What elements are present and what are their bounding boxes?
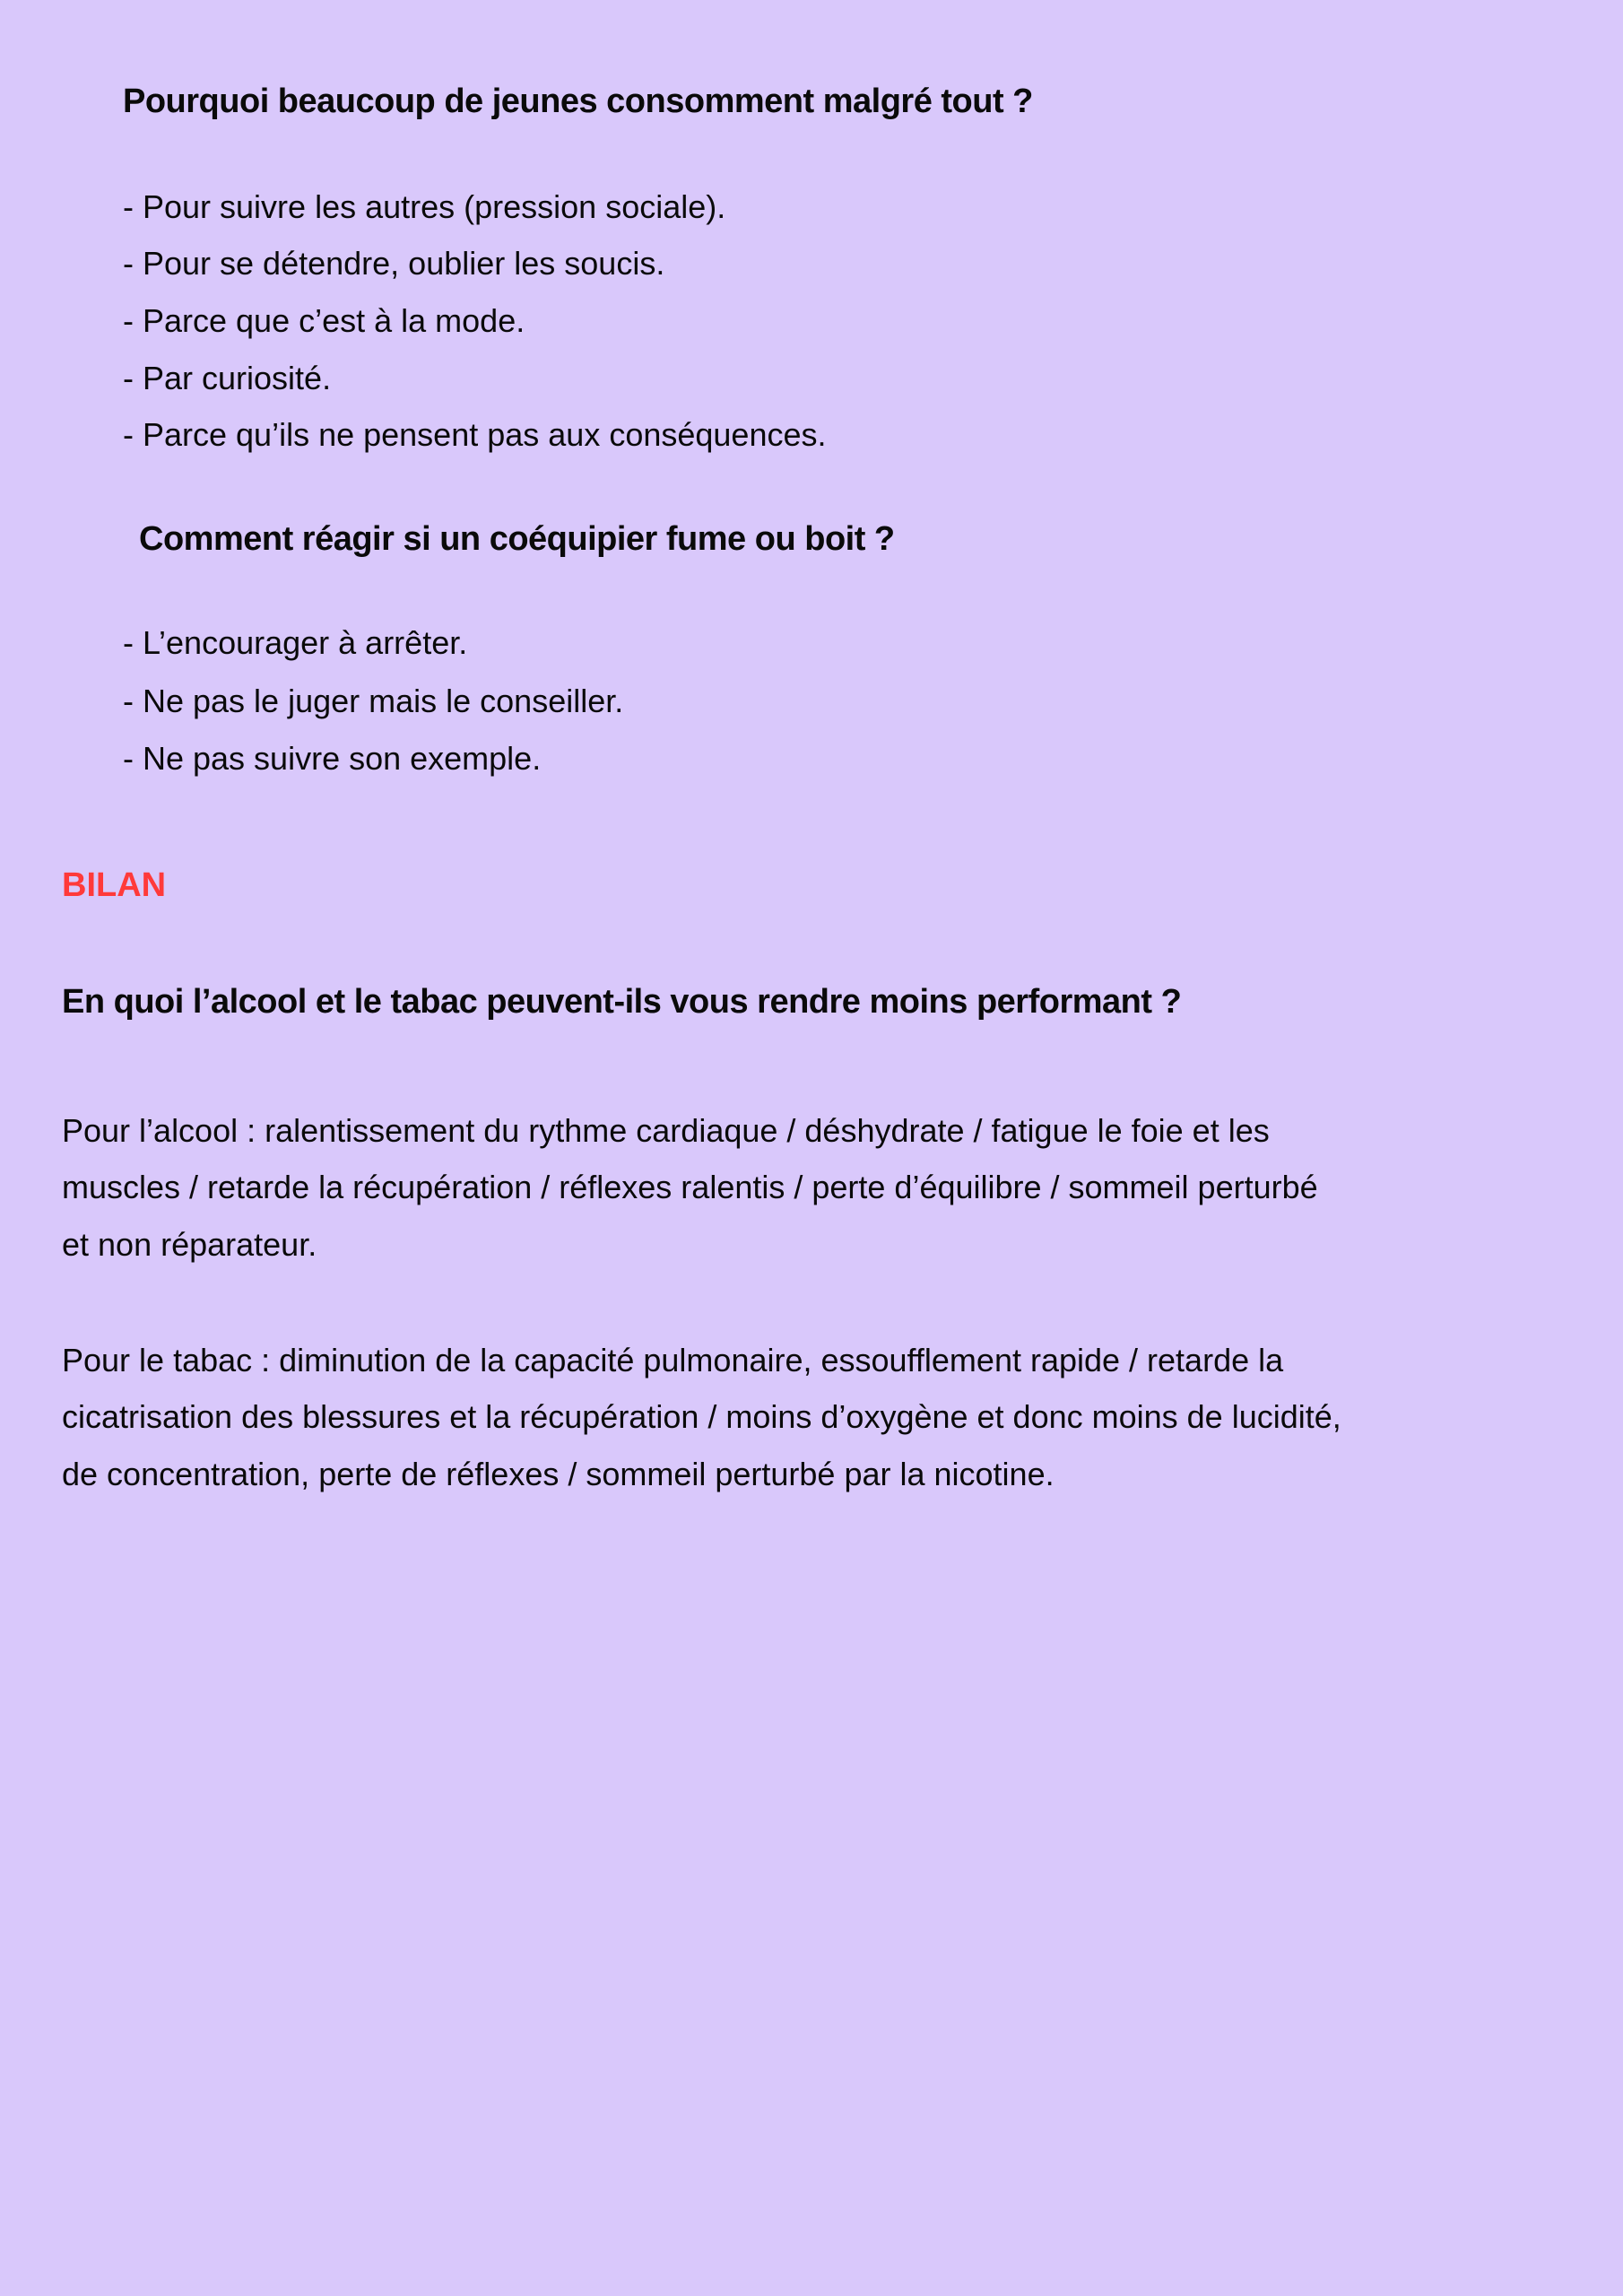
paragraph-line: Pour le tabac : diminution de la capacité pulmonaire, essoufflement rapide / retarde la xyxy=(62,1342,1284,1378)
list-item: - Ne pas suivre son exemple. xyxy=(123,740,542,777)
section-heading: Comment réagir si un coéquipier fume ou boit ? xyxy=(139,520,895,558)
list-item: - Pour suivre les autres (pression sociale). xyxy=(123,188,726,225)
paragraph-line: cicatrisation des blessures et la récupération / moins d’oxygène et donc moins de lucidité, xyxy=(62,1398,1341,1435)
list-item: - L’encourager à arrêter. xyxy=(123,624,468,661)
bilan-label: BILAN xyxy=(62,866,167,904)
paragraph-line: de concentration, perte de réflexes / sommeil perturbé par la nicotine. xyxy=(62,1456,1055,1492)
list-item: - Par curiosité. xyxy=(123,360,332,396)
list-item: - Parce que c’est à la mode. xyxy=(123,302,525,339)
paragraph-line: muscles / retarde la récupération / réflexes ralentis / perte d’équilibre / sommeil perturbé xyxy=(62,1169,1318,1205)
list-item: - Pour se détendre, oublier les soucis. xyxy=(123,245,665,282)
paragraph-line: et non réparateur. xyxy=(62,1226,317,1263)
paragraph-line: Pour l’alcool : ralentissement du rythme cardiaque / déshydrate / fatigue le foie et les xyxy=(62,1112,1270,1149)
bilan-question: En quoi l’alcool et le tabac peuvent-ils vous rendre moins performant ? xyxy=(62,983,1182,1021)
list-item: - Parce qu’ils ne pensent pas aux conséquences. xyxy=(123,416,827,453)
list-item: - Ne pas le juger mais le conseiller. xyxy=(123,683,624,719)
section-heading: Pourquoi beaucoup de jeunes consomment malgré tout ? xyxy=(123,83,1033,120)
